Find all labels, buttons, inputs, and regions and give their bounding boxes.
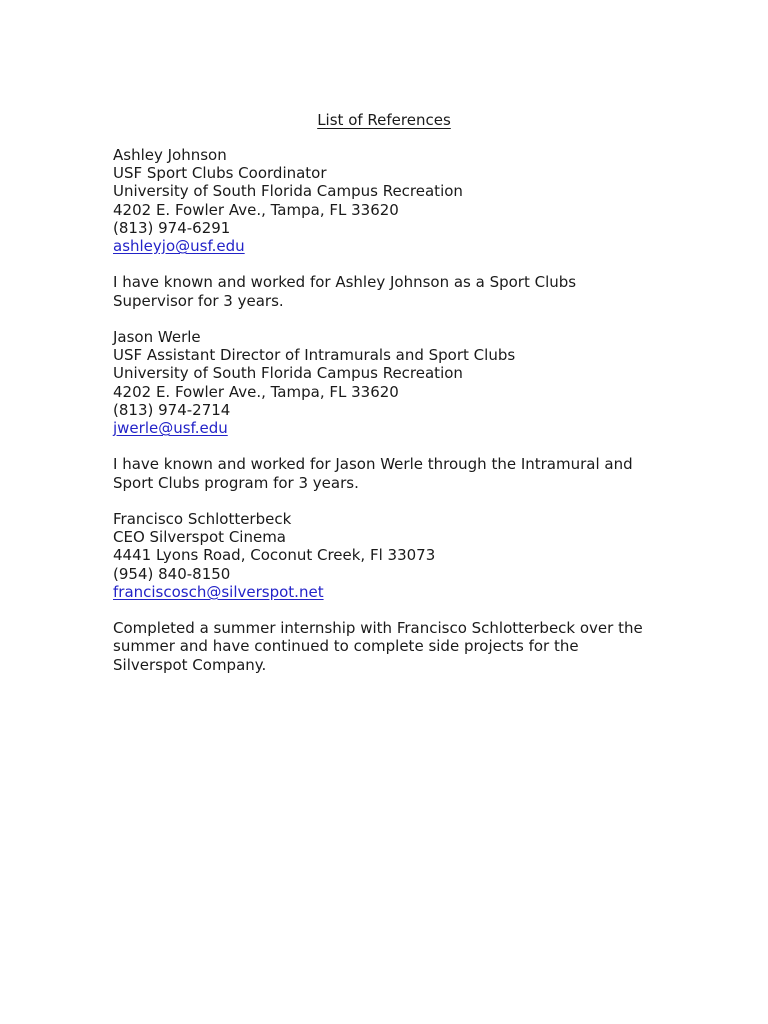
reference-position: USF Assistant Director of Intramurals and Sport Clubs — [113, 346, 516, 365]
reference-phone: (813) 974-6291 — [113, 218, 231, 237]
reference-note-line: Supervisor for 3 years. — [113, 291, 284, 310]
spacer — [113, 310, 673, 328]
spacer — [113, 492, 673, 510]
reference-phone: (954) 840-8150 — [113, 564, 231, 583]
reference-position: CEO Silverspot Cinema — [113, 528, 286, 547]
reference-position: USF Sport Clubs Coordinator — [113, 164, 327, 183]
reference-address: 4202 E. Fowler Ave., Tampa, FL 33620 — [113, 382, 399, 401]
reference-name: Francisco Schlotterbeck — [113, 510, 292, 528]
reference-entry-francisco-schlotterbeck — [113, 510, 673, 674]
reference-email-link[interactable]: jwerle@usf.edu — [113, 419, 228, 438]
spacer — [113, 255, 673, 273]
reference-organization: University of South Florida Campus Recreation — [113, 364, 463, 383]
reference-address: 4441 Lyons Road, Coconut Creek, Fl 33073 — [113, 546, 436, 565]
reference-email-link[interactable]: ashleyjo@usf.edu — [113, 237, 245, 256]
references-list — [113, 146, 673, 674]
reference-entry-ashley-johnson — [113, 146, 673, 310]
reference-note-line: summer and have continued to complete side projects for the — [113, 637, 579, 656]
reference-note-line: I have known and worked for Ashley Johnson as a Sport Clubs — [113, 273, 577, 292]
reference-phone: (813) 974-2714 — [113, 400, 231, 419]
reference-note-line: Completed a summer internship with Francisco Schlotterbeck over the — [113, 619, 643, 638]
reference-note-line: I have known and worked for Jason Werle through the Intramural and — [113, 455, 633, 474]
reference-email-link[interactable]: franciscosch@silverspot.net — [113, 582, 324, 601]
reference-name: Ashley Johnson — [113, 146, 227, 164]
reference-organization: University of South Florida Campus Recreation — [113, 182, 463, 201]
reference-note-line: Sport Clubs program for 3 years. — [113, 473, 359, 492]
reference-name: Jason Werle — [113, 328, 201, 346]
spacer — [113, 601, 673, 619]
reference-entry-jason-werle — [113, 328, 673, 492]
spacer — [113, 437, 673, 455]
reference-note-line: Silverspot Company. — [113, 655, 267, 674]
reference-address: 4202 E. Fowler Ave., Tampa, FL 33620 — [113, 200, 399, 219]
page-title: List of References — [317, 111, 451, 129]
